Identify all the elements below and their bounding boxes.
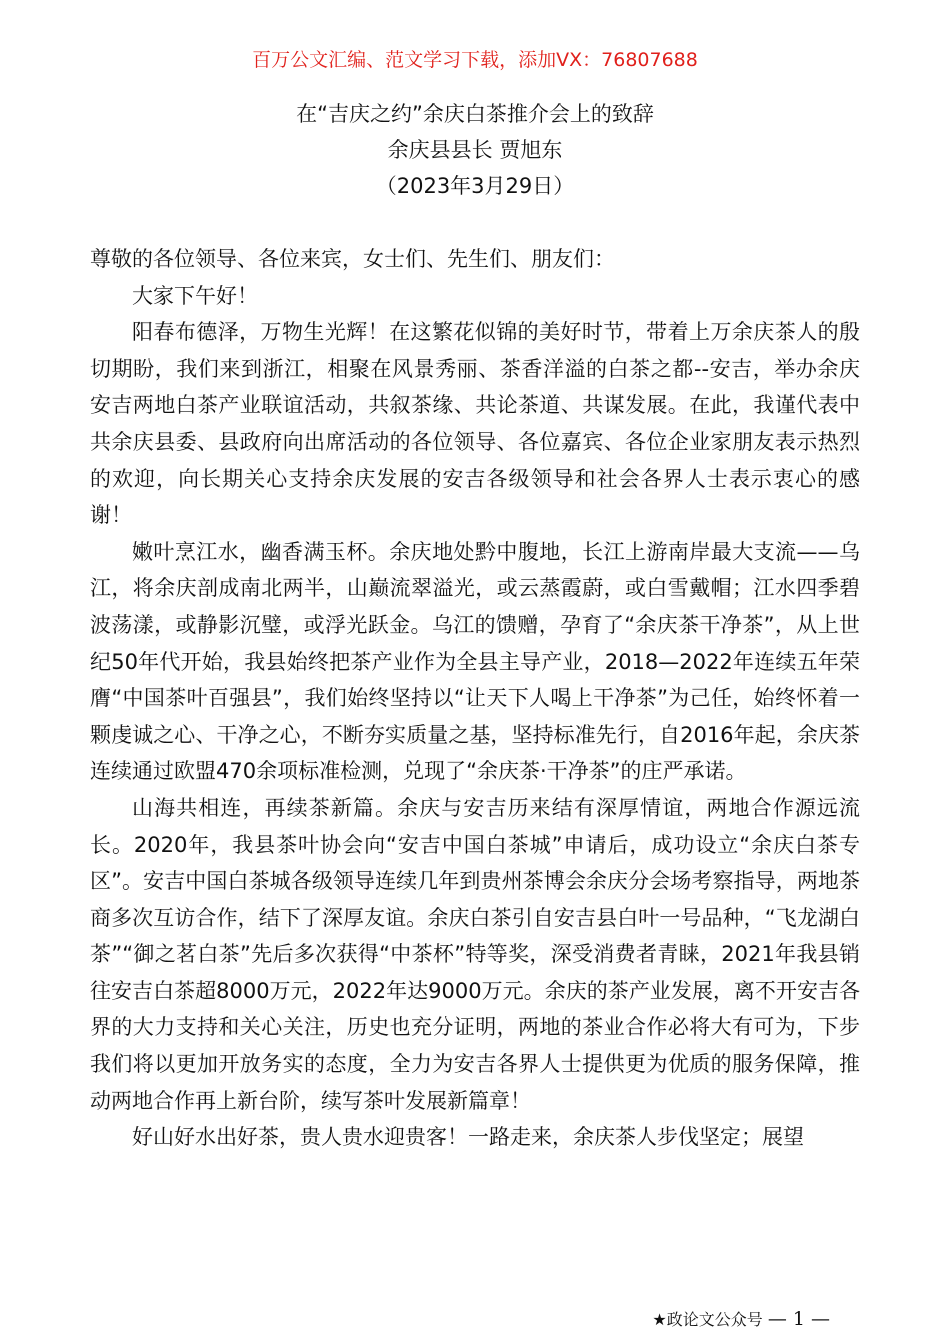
paragraph-cooperation: 山海共相连，再续茶新篇。余庆与安吉历来结有深厚情谊，两地合作源远流长。2020年，我县茶叶协会向“安吉中国白茶城”申请后，成功设立“余庆白茶专区”。安吉中国白茶城各级领导连续几年到贵州茶博会余庆分会场考察指导，两地茶商多次互访合作，结下了深厚友谊。余庆白茶引自安吉县白叶一号品种，“飞龙湖白茶”“御之茗白茶”先后多次获得“中茶杯”特等奖，深受消费者青睐，2021年我县销往安吉白茶超8000万元，2022年达9000万元。余庆的茶产业发展，离不开安吉各界的大力支持和关心关注，历史也充分证明，两地的茶业合作必将大有可为，下步我们将以更加开放务实的态度，全力为安吉各界人士提供更为优质的服务保障，推动两地合作再上新台阶，续写茶叶发展新篇章！ [90, 795, 860, 1113]
paragraph-outlook: 好山好水出好茶，贵人贵水迎贵客！一路走来，余庆茶人步伐坚定；展望 [132, 1125, 804, 1150]
paragraph-greeting: 大家下午好！ [132, 283, 258, 308]
paragraph-welcome: 阳春布德泽，万物生光辉！在这繁花似锦的美好时节，带着上万余庆茶人的殷切期盼，我们来到浙江，相聚在风景秀丽、茶香洋溢的白茶之都--安吉，举办余庆安吉两地白茶产业联谊活动，共叙茶缘、共论茶道、共谋发展。在此，我谨代表中共余庆县委、县政府向出席活动的各位领导、各位嘉宾、各位企业家朋友表示热烈的欢迎，向长期关心支持余庆发展的安吉各级领导和社会各界人士表示衷心的感谢！ [90, 320, 860, 528]
page-number: — 1 — [767, 1308, 830, 1330]
document-date: （2023年3月29日） [375, 174, 575, 198]
document-header [0, 96, 950, 204]
document-title: 在“吉庆之约”余庆白茶推介会上的致辞 [296, 102, 654, 126]
document-author: 余庆县县长 贾旭东 [387, 138, 563, 162]
salutation: 尊敬的各位领导、各位来宾，女士们、先生们、朋友们： [90, 247, 615, 271]
footer-source: ★政论文公众号 [652, 1310, 763, 1329]
download-banner: 百万公文汇编、范文学习下载，添加VX：76807688 [252, 49, 698, 71]
paragraph-yuqing-tea: 嫩叶烹江水，幽香满玉杯。余庆地处黔中腹地，长江上游南岸最大支流——乌江，将余庆剖成南北两半，山巅流翠溢光，或云蒸霞蔚，或白雪戴帽；江水四季碧波荡漾，或静影沉璧，或浮光跃金。乌江的馈赠，孕育了“余庆茶干净茶”，从上世纪50年代开始，我县始终把茶产业作为全县主导产业，2018—2022年连续五年荣膺“中国茶叶百强县”，我们始终坚持以“让天下人喝上干净茶”为己任，始终怀着一颗虔诚之心、干净之心，不断夯实质量之基，坚持标准先行，自2016年起，余庆茶连续通过欧盟470余项标准检测，兑现了“余庆茶·干净茶”的庄严承诺。 [90, 539, 860, 784]
page-footer [652, 1307, 830, 1332]
speech-body [90, 241, 860, 1156]
